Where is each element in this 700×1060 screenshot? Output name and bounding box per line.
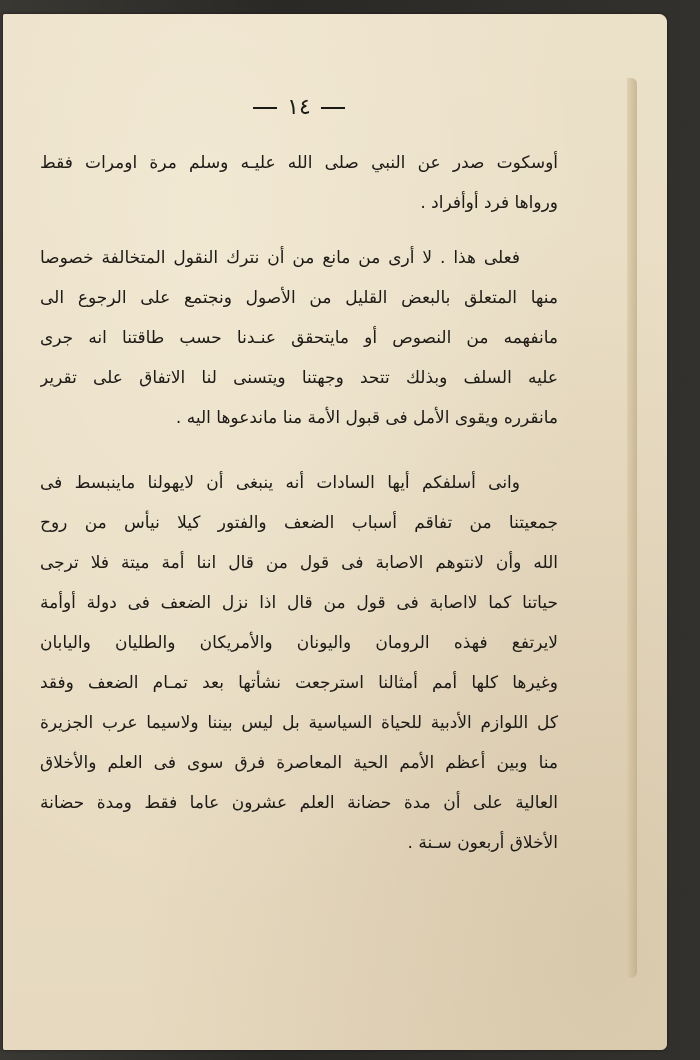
text-line: كل اللوازم الأدبية للحياة السياسية بل ليس بيننا ولاسيما عرب الجزيرة <box>40 713 558 733</box>
text-line: مانقرره ويقوى الأمل فى قبول الأمة منا ماندعوها اليه . <box>175 408 558 428</box>
text-line: حياتنا كما لااصابة فى قول من قال اذا نزل الضعف فى دولة أوأمة <box>40 593 558 613</box>
page-number-dash-left <box>253 107 277 109</box>
paragraph-2 <box>40 238 558 438</box>
text-line: الأخلاق أربعون سـنة . <box>407 833 558 853</box>
text-line: العالية على أن مدة حضانة العلم عشرون عاما فقط ومدة حضانة <box>40 793 558 813</box>
text-line: لايرتفع فهذه الرومان واليونان والأمريكان والطليان واليابان <box>40 633 558 653</box>
paragraph-1 <box>40 143 558 223</box>
page-edge-shadow <box>627 78 637 978</box>
text-line: عليه السلف وبذلك تتحد وجهتنا ويتسنى لنا الاتفاق على تقرير <box>40 368 558 388</box>
text-line: الله وأن لانتوهم الاصابة فى قول من قال اننا أمة ميتة فلا ترجى <box>40 553 558 573</box>
paragraph-3 <box>40 463 558 863</box>
text-line: أوسكوت صدر عن النبي صلى الله عليـه وسلم مرة اومرات فقط <box>40 153 558 173</box>
text-line: وغيرها كلها أمم أمثالنا استرجعت نشأتها بعد تمـام الضعف وفقد <box>40 673 558 693</box>
text-line: جمعيتنا من تفاقم أسباب الضعف والفتور كيلا نيأس من روح <box>40 513 558 533</box>
text-line: مانفهمه من النصوص أو مايتحقق عنـدنا حسب طاقتنا انه جرى <box>40 328 558 348</box>
page-number <box>0 95 598 120</box>
page-number-value: ١٤ <box>287 95 311 120</box>
text-line: فعلى هذا . لا أرى من مانع من أن نترك النقول المتخالفة خصوصا <box>40 248 520 268</box>
text-line: ورواها فرد أوأفراد . <box>420 193 558 213</box>
page-number-dash-right <box>321 107 345 109</box>
text-line: منها المتعلق بالبعض القليل من الأصول ونجتمع على الرجوع الى <box>40 288 558 308</box>
text-line: وانى أسلفكم أيها السادات أنه ينبغى أن لايهولنا ماينبسط فى <box>40 473 520 493</box>
text-line: منا وبين أعظم الأمم الحية المعاصرة فرق سوى فى العلم والأخلاق <box>40 753 558 773</box>
